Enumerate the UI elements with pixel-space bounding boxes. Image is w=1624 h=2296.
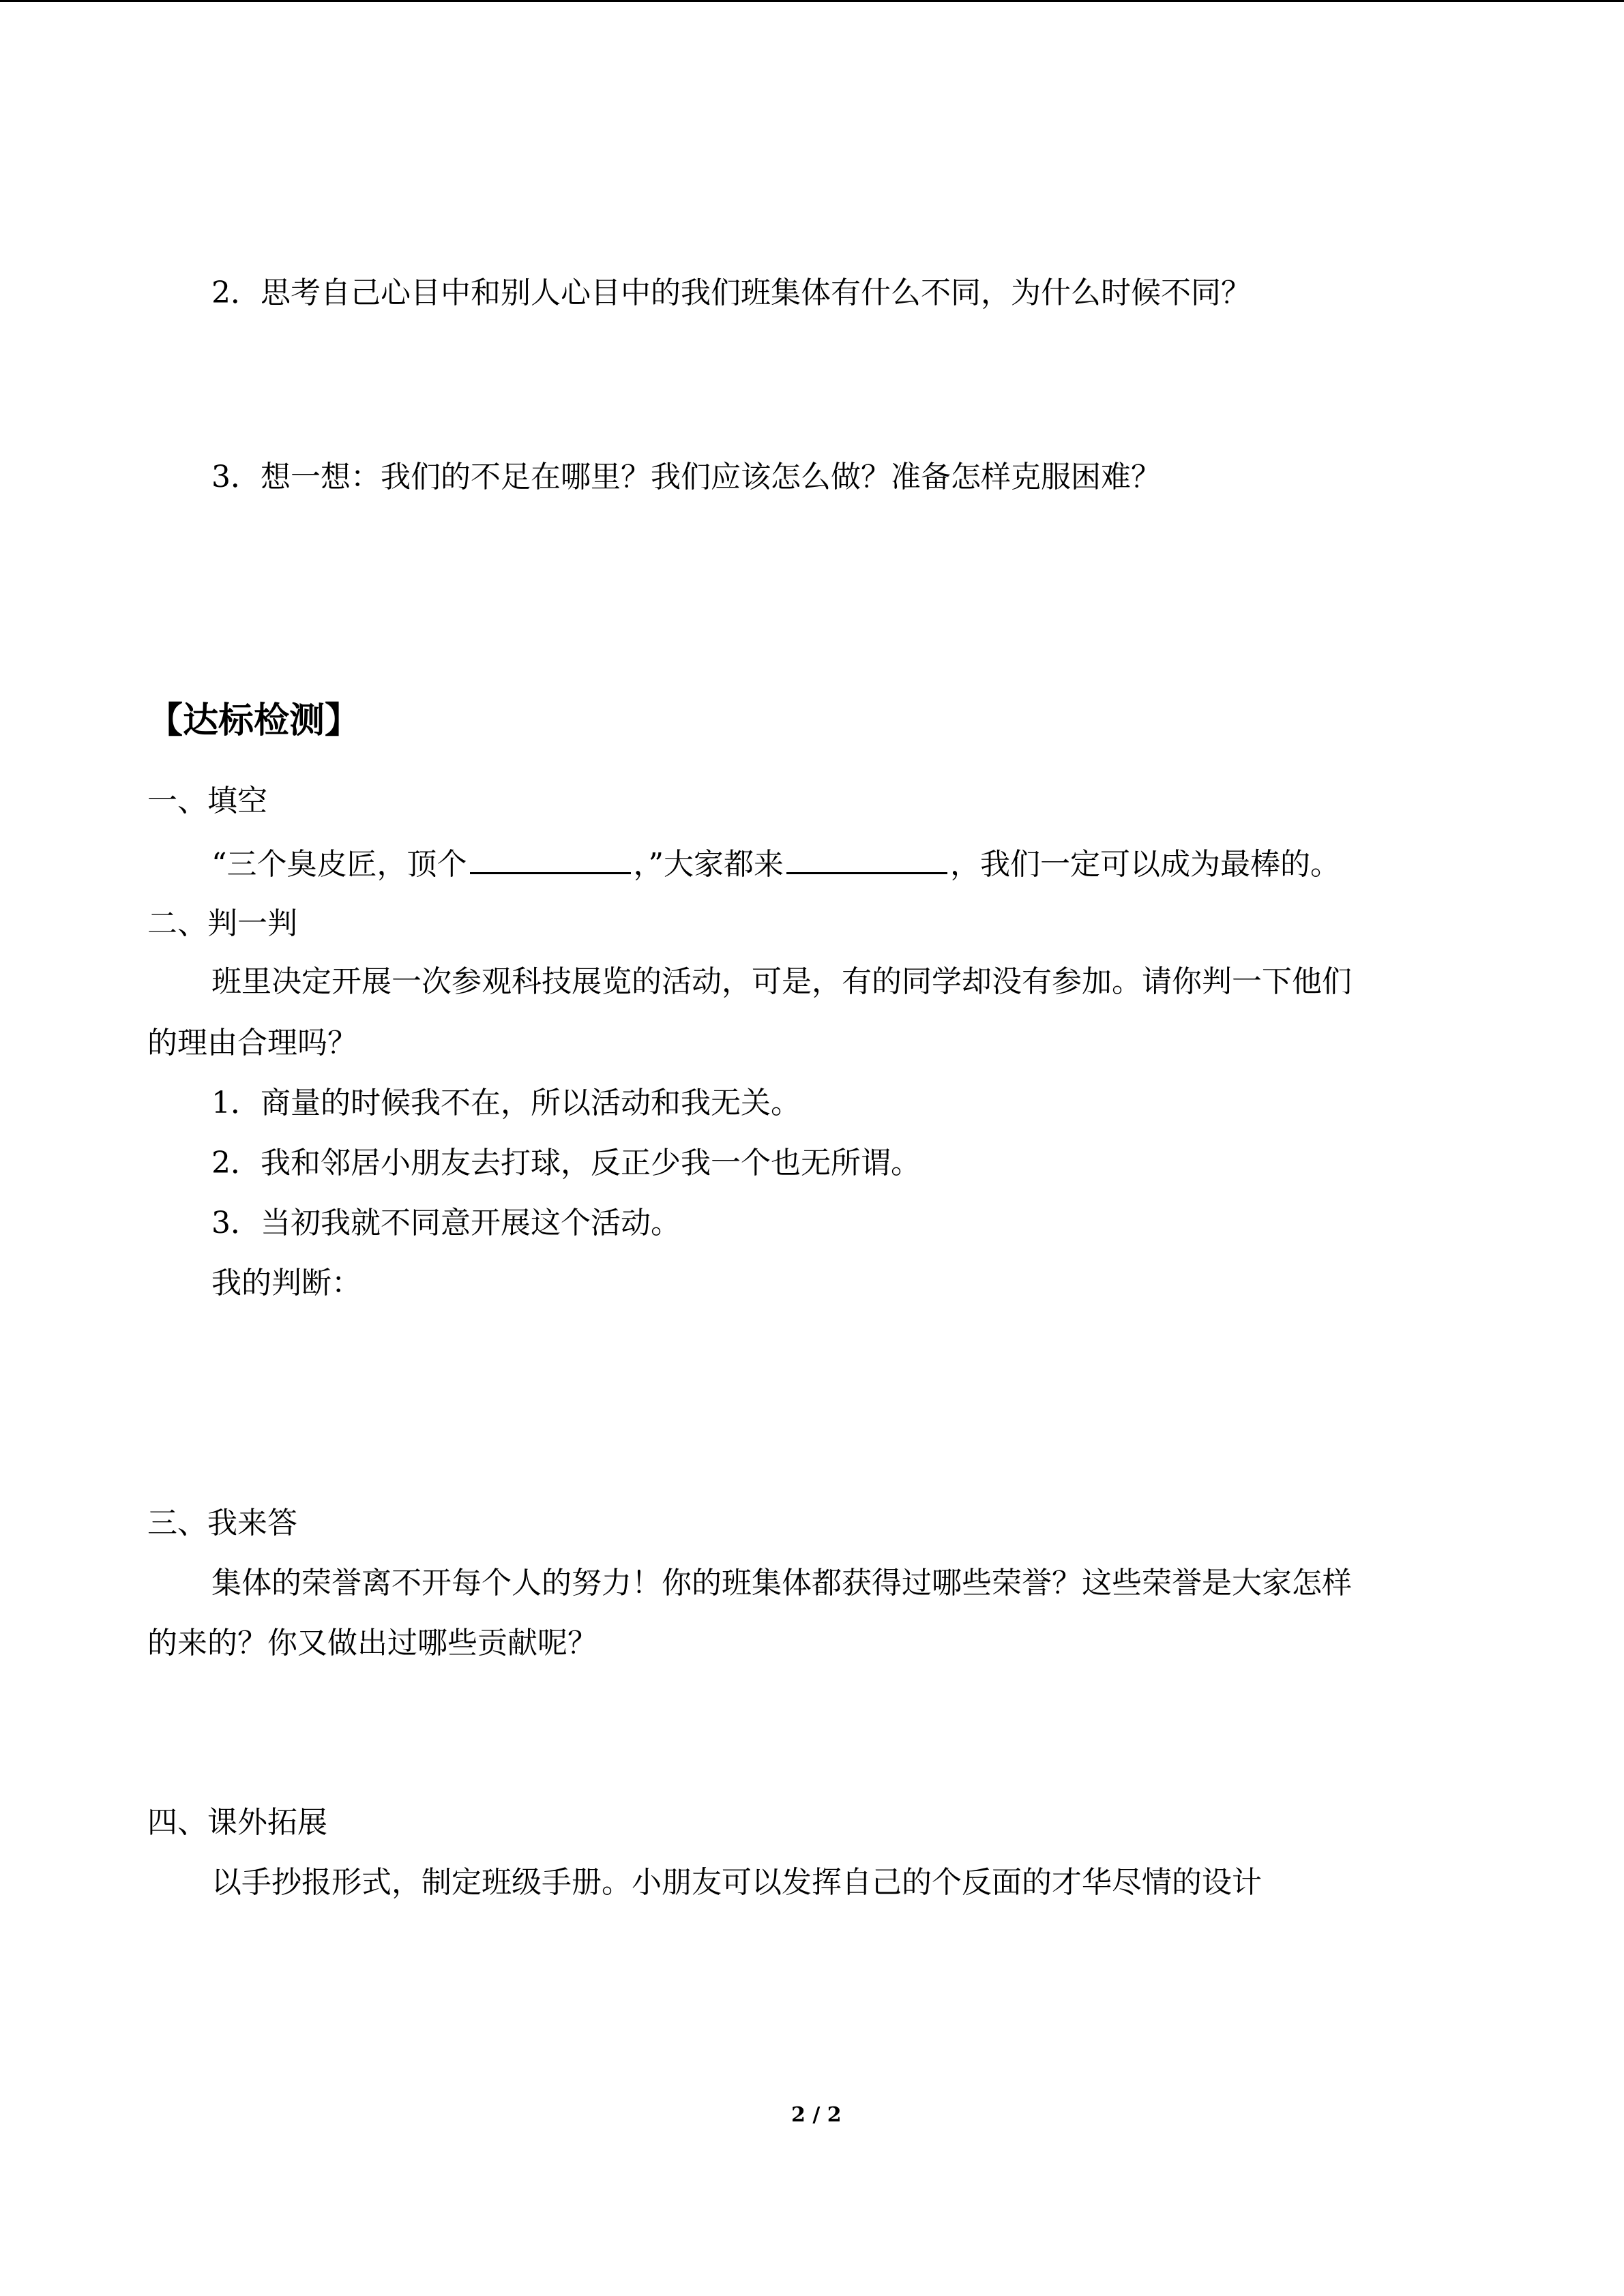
fill-blank-sentence <box>211 842 1340 885</box>
judge-item-2: 2．我和邻居小朋友去打球，反正少我一个也无所谓。 <box>211 1146 921 1180</box>
question-2: 2．思考自己心目中和别人心目中的我们班集体有什么不同，为什么时候不同？ <box>211 275 1251 310</box>
judge-item-1: 1．商量的时候我不在，所以活动和我无关。 <box>211 1086 801 1120</box>
judge-heading: 二、判一判 <box>147 906 297 941</box>
my-judgment-label: 我的判断： <box>211 1266 361 1300</box>
judge-intro-line1: 班里决定开展一次参观科技展览的活动，可是，有的同学却没有参加。请你判一下他们 <box>211 964 1352 999</box>
fill-blank-part-c: ，我们一定可以成为最棒的。 <box>950 847 1340 882</box>
extension-line1: 以手抄报形式，制定班级手册。小朋友可以发挥自己的个反面的才华尽情的设计 <box>211 1865 1262 1900</box>
extension-heading: 四、课外拓展 <box>147 1805 327 1840</box>
fill-blank-part-b: ，”大家都来 <box>633 847 784 882</box>
question-3: 3．想一想：我们的不足在哪里？我们应该怎么做？准备怎样克服困难？ <box>211 460 1161 494</box>
answer-heading: 三、我来答 <box>147 1506 297 1540</box>
fill-blank-part-a: “三个臭皮匠，顶个 <box>211 847 467 882</box>
judge-intro-line2: 的理由合理吗？ <box>147 1026 357 1060</box>
answer-line2: 的来的？你又做出过哪些贡献呢？ <box>147 1626 597 1660</box>
judge-item-3: 3．当初我就不同意开展这个活动。 <box>211 1206 681 1240</box>
answer-line1: 集体的荣誉离不开每个人的努力！你的班集体都获得过哪些荣誉？这些荣誉是大家怎样 <box>211 1566 1352 1600</box>
fill-blank-heading: 一、填空 <box>147 784 267 818</box>
section-title: 【达标检测】 <box>147 700 361 741</box>
blank-1[interactable] <box>470 842 631 874</box>
page-number: 2 / 2 <box>791 2103 842 2127</box>
top-border-line <box>0 0 1624 2</box>
blank-2[interactable] <box>786 842 947 874</box>
